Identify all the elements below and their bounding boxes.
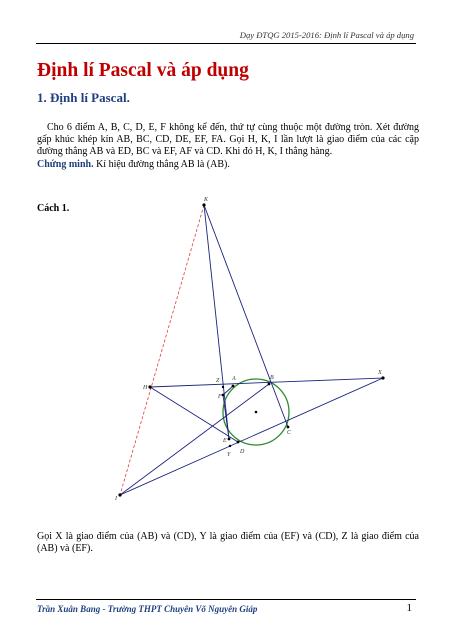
theorem-paragraph xyxy=(37,122,419,171)
label-F: F xyxy=(218,394,222,400)
label-Z: Z xyxy=(216,378,220,384)
point-H xyxy=(148,385,151,388)
label-C: C xyxy=(287,430,292,436)
line-IX xyxy=(120,378,383,495)
running-header: Dạy ĐTQG 2015-2016: Định lí Pascal và áp dụng xyxy=(239,30,414,40)
point-X xyxy=(381,376,384,379)
label-Y: Y xyxy=(227,452,231,458)
label-B: B xyxy=(270,375,274,381)
pascal-figure xyxy=(105,190,405,506)
label-H: H xyxy=(143,385,148,391)
point-K xyxy=(202,203,205,206)
theorem-text: Cho 6 điểm A, B, C, D, E, F không kể đến, thứ tự cùng thuộc một đường tròn. Xét đường gấp khúc khép kín AB, BC, CD, DE, EF, FA. Gọi H, K, I lần lượt là giao điểm của các cặp đường thẳng AB và ED, BC và EF, AF và CD. Khi đó H, K, I thẳng hàng. xyxy=(37,122,419,158)
point-B xyxy=(268,383,271,386)
label-E: E xyxy=(223,438,227,444)
footer-author: Trần Xuân Bang - Trường THPT Chuyên Võ Nguyên Giáp xyxy=(37,604,258,614)
label-X: X xyxy=(378,370,382,376)
header-rule xyxy=(36,43,416,44)
label-A: A xyxy=(232,376,236,382)
circle-center xyxy=(255,411,258,414)
proof-label: Chứng minh. xyxy=(37,158,94,170)
line-KE xyxy=(204,205,229,439)
label-D: D xyxy=(240,449,245,455)
line-IB xyxy=(120,384,269,495)
method-label: Cách 1. xyxy=(37,203,70,214)
footer-rule xyxy=(36,599,416,600)
section-heading: 1. Định lí Pascal. xyxy=(37,90,130,105)
point-Z xyxy=(222,386,224,388)
point-E xyxy=(228,438,231,441)
point-Y xyxy=(229,445,231,447)
label-I: I xyxy=(115,496,117,502)
point-A xyxy=(232,385,235,388)
point-I xyxy=(118,493,121,496)
point-D xyxy=(237,441,240,444)
point-F xyxy=(222,394,225,397)
line-KC xyxy=(204,205,288,427)
label-K: K xyxy=(204,197,209,203)
line-KI-dashed xyxy=(120,205,204,495)
after-figure-paragraph: Gọi X là giao điểm của (AB) và (CD), Y là giao điểm của (EF) và (CD), Z là giao điểm của (AB) và (EF). xyxy=(37,531,419,555)
line-HD xyxy=(150,387,238,442)
point-C xyxy=(287,426,290,429)
proof-text: Kí hiệu đường thẳng AB là (AB). xyxy=(93,158,230,170)
page-number: 1 xyxy=(406,602,412,614)
page-title: Định lí Pascal và áp dụng xyxy=(37,60,249,81)
